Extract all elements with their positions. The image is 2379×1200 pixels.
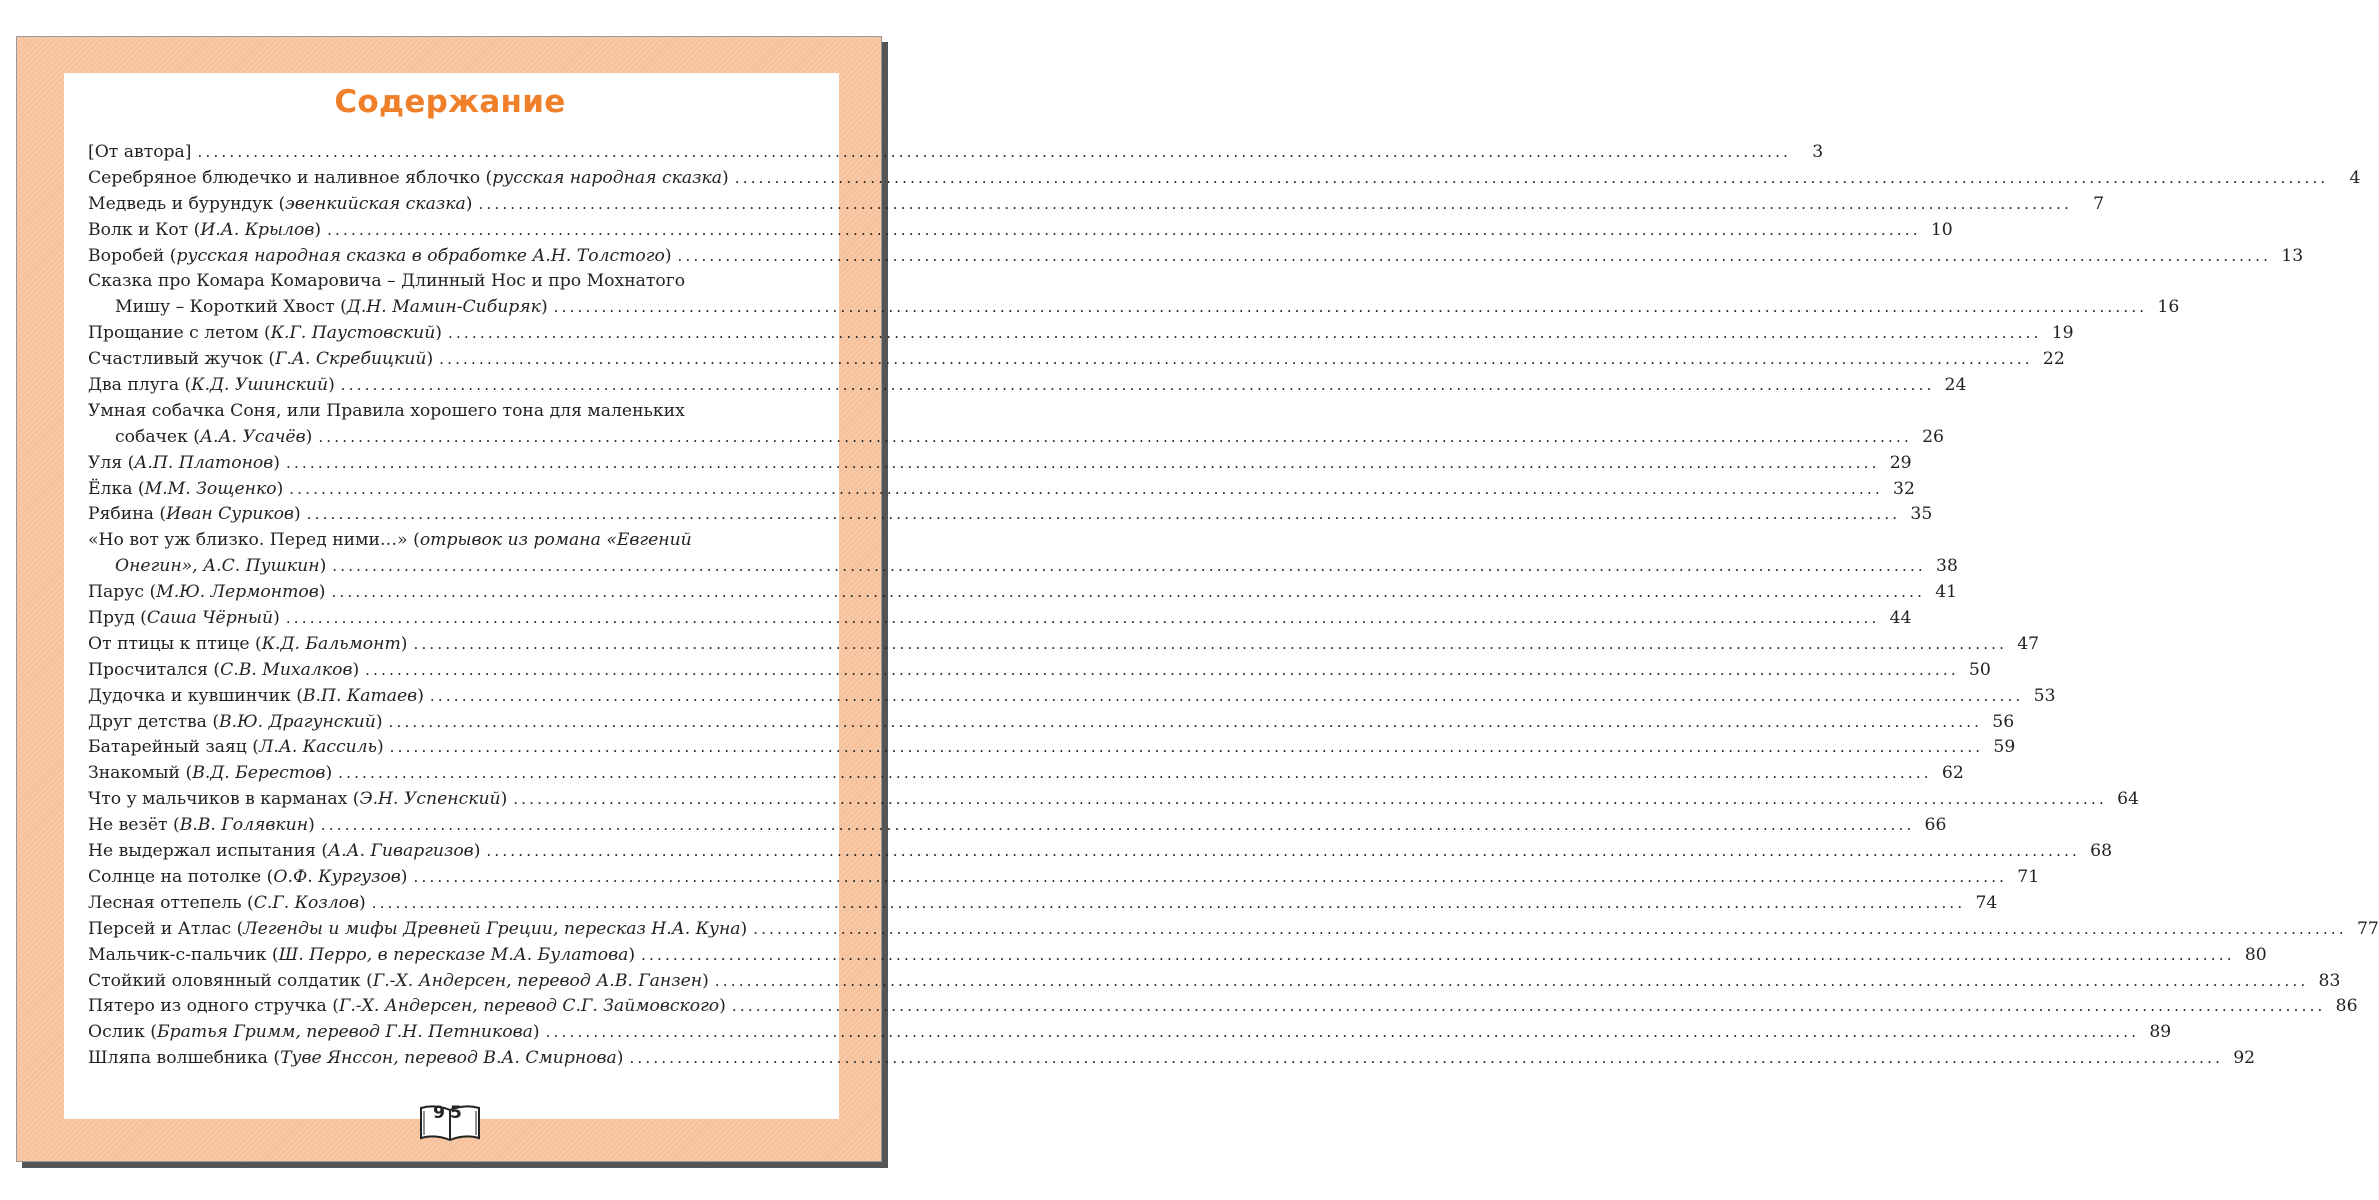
toc-entry-title [88, 917, 747, 943]
toc-title-text: Рябина ( [88, 504, 167, 525]
toc-author-text: Саша Чёрный [146, 608, 274, 629]
toc-title-text: Счастливый жучок ( [88, 349, 276, 370]
toc-page-number: 77 [2357, 918, 2379, 939]
dot-leader: ........................................................................................................................................................................................................ [285, 453, 1880, 472]
toc-author-text: Ш. Перро, в пересказе М.А. Булатова [278, 944, 629, 965]
toc-author-text: О.Ф. Кургузов [273, 866, 401, 887]
toc-title-text: «Но вот уж близко. Перед ними…» ( [88, 530, 420, 551]
toc-title-text: Парус ( [88, 582, 157, 603]
toc-entry-title [88, 451, 280, 477]
toc-entry-title [88, 865, 408, 891]
toc-entry [88, 269, 812, 295]
toc-author-text: отрывок из романа «Евгений [419, 530, 692, 551]
toc-title-text: Сказка про Комара Комаровича – Длинный Нос и про Мохнатого [88, 271, 686, 292]
dot-leader: ........................................................................................................................................................................................................ [734, 168, 2329, 187]
toc-entry-title [88, 684, 424, 710]
toc-entry [88, 528, 812, 554]
toc-closing-paren: ) [473, 841, 481, 862]
toc-title-text: От птицы к птице ( [88, 633, 262, 654]
toc-page-number: 92 [2233, 1048, 2256, 1069]
toc-entry-title [88, 502, 301, 528]
toc-title-text: Не выдержал испытания ( [88, 841, 329, 862]
toc-closing-paren: ) [616, 1048, 624, 1069]
toc-entry [88, 140, 1824, 166]
toc-author-text: В.Д. Берестов [192, 763, 326, 784]
toc-closing-paren: ) [532, 1022, 540, 1043]
toc-page-number: 13 [2281, 245, 2304, 266]
toc-page-number: 32 [1893, 478, 1915, 499]
toc-title-text: Мишу – Короткий Хвост ( [115, 297, 347, 318]
toc-page-number: 4 [2349, 167, 2361, 188]
toc-author-text: Г.-Х. Андерсен, перевод С.Г. Займовского [338, 996, 720, 1017]
dot-leader: ........................................................................................................................................................................................................ [641, 945, 2235, 964]
toc-page-number: 24 [1944, 375, 1967, 396]
dot-leader: ........................................................................................................................................................................................................ [448, 324, 2042, 343]
toc-entry-title [115, 295, 548, 321]
toc-page-number: 38 [1936, 556, 1958, 577]
toc-closing-paren: ) [273, 452, 280, 473]
toc-title-text: Серебряное блюдечко и наливное яблочко ( [88, 167, 493, 188]
toc-author-text: Легенды и мифы Древней Греции, пересказ Н.А. Куна [243, 918, 741, 939]
toc-closing-paren: ) [273, 608, 280, 629]
toc-closing-paren: ) [465, 193, 473, 214]
toc-closing-paren: ) [540, 297, 548, 318]
toc-page-number: 71 [2017, 866, 2040, 887]
toc-page-number: 89 [2149, 1022, 2172, 1043]
toc-title-text: Шляпа волшебника ( [88, 1048, 281, 1069]
toc-page-number: 86 [2335, 996, 2358, 1017]
toc-closing-paren: ) [314, 219, 322, 240]
toc-page-number: 83 [2318, 970, 2341, 991]
toc-entry [88, 787, 2139, 813]
toc-title-text: Воробей ( [88, 245, 177, 266]
toc-entry [88, 580, 1958, 606]
toc-title-text: Волк и Кот ( [88, 219, 201, 240]
toc-entry-title [88, 735, 384, 761]
dot-leader: ........................................................................................................................................................................................................ [285, 609, 1880, 628]
toc-entry [88, 684, 2056, 710]
toc-author-text: И.А. Крылов [200, 219, 315, 240]
toc-author-text: В.В. Голявкин [179, 815, 309, 836]
dot-leader: ........................................................................................................................................................................................................ [331, 583, 1926, 602]
toc-title-text: собачек ( [115, 426, 201, 447]
dot-leader: ........................................................................................................................................................................................................ [553, 298, 2148, 317]
dot-leader: ........................................................................................................................................................................................................ [332, 557, 1926, 576]
toc-closing-paren: ) [664, 245, 672, 266]
toc-entry [88, 244, 2304, 270]
toc-entry-title [88, 658, 359, 684]
toc-entry [88, 761, 1964, 787]
toc-entry-title [88, 943, 635, 969]
toc-entry-title [88, 347, 433, 373]
toc-author-text: А.А. Усачёв [200, 426, 306, 447]
toc-entry [88, 1046, 2256, 1072]
toc-title-text: Пруд ( [88, 608, 147, 629]
toc-closing-paren: ) [500, 789, 508, 810]
toc-page-number: 44 [1889, 608, 1912, 629]
page-title: Содержание [334, 84, 566, 120]
toc-page-number: 29 [1889, 452, 1912, 473]
toc-entry [88, 813, 1947, 839]
toc-page-number: 7 [2093, 193, 2105, 214]
dot-leader: ........................................................................................................................................................................................................ [677, 246, 2272, 265]
toc-closing-paren: ) [628, 944, 636, 965]
toc-entry-title [88, 606, 280, 632]
toc-title-text: Не везёт ( [88, 815, 180, 836]
dot-leader: ........................................................................................................................................................................................................ [413, 634, 2008, 653]
toc-closing-paren: ) [318, 582, 326, 603]
dot-leader: ........................................................................................................................................................................................................ [413, 867, 2008, 886]
toc-entry [88, 192, 2105, 218]
toc-entry [88, 554, 1958, 580]
toc-closing-paren: ) [719, 996, 726, 1017]
toc-title-text: Мальчик-с-пальчик ( [88, 944, 279, 965]
toc-title-text: Батарейный заяц ( [88, 737, 260, 758]
toc-closing-paren: ) [740, 918, 748, 939]
dot-leader: ........................................................................................................................................................................................................ [371, 893, 1966, 912]
dot-leader: ........................................................................................................................................................................................................ [306, 505, 1901, 524]
toc-closing-paren: ) [400, 633, 408, 654]
toc-title-text: Прощание с летом ( [88, 323, 271, 344]
toc-closing-paren: ) [352, 659, 360, 680]
toc-entry [88, 451, 1912, 477]
toc-page-number: 47 [2017, 633, 2040, 654]
toc-author-text: А.А. Гиваргизов [328, 841, 474, 862]
toc-title-text: Два плуга ( [88, 375, 192, 396]
toc-entry [88, 710, 2015, 736]
dot-leader: ........................................................................................................................................................................................................ [338, 764, 1932, 783]
toc-title-text: Ослик ( [88, 1022, 158, 1043]
toc-entry-title [88, 399, 685, 425]
dot-leader: ........................................................................................................................................................................................................ [340, 376, 1935, 395]
toc-title-text: [От автора] [88, 142, 192, 162]
toc-page-number: 19 [2051, 323, 2074, 344]
toc-page-number: 59 [1993, 737, 2016, 758]
toc-author-text: Г.А. Скребицкий [275, 349, 427, 370]
toc-page-number: 35 [1910, 504, 1933, 525]
toc-title-text: Уля ( [88, 452, 135, 473]
toc-entry [88, 994, 2358, 1020]
toc-entry-title [88, 269, 685, 295]
toc-author-text: Д.Н. Мамин-Сибиряк [346, 297, 541, 318]
toc-page-number: 74 [1975, 892, 1998, 913]
toc-entry [88, 295, 2180, 321]
toc-author-text: Онегин», А.С. Пушкин [115, 556, 320, 577]
toc-closing-paren: ) [359, 892, 366, 913]
toc-closing-paren: ) [305, 426, 313, 447]
toc-entry-title [115, 425, 312, 451]
toc-closing-paren: ) [400, 866, 408, 887]
toc-author-text: К.Д. Бальмонт [261, 633, 401, 654]
toc-entry [88, 502, 1933, 528]
dot-leader: ........................................................................................................................................................................................................ [429, 686, 2024, 705]
toc-entry [88, 1020, 2172, 1046]
toc-entry [88, 735, 2016, 761]
toc-entry-title [88, 1020, 540, 1046]
toc-entry-title [88, 710, 383, 736]
toc-title-text: Ёлка ( [88, 478, 145, 499]
toc-entry-title [88, 244, 672, 270]
toc-entry-title [88, 166, 729, 192]
toc-entry-title [88, 761, 332, 787]
toc-title-text: Знакомый ( [88, 763, 193, 784]
toc-author-text: К.Д. Ушинский [191, 375, 329, 396]
toc-title-text: Дудочка и кувшинчик ( [88, 685, 303, 706]
toc-entry [88, 347, 2065, 373]
toc-entry [88, 969, 2341, 995]
table-of-contents [88, 140, 2379, 1072]
toc-title-text: Что у мальчиков в карманах ( [88, 789, 360, 810]
dot-leader: ........................................................................................................................................................................................................ [289, 479, 1883, 498]
toc-entry [88, 917, 2379, 943]
dot-leader: ........................................................................................................................................................................................................ [197, 143, 1792, 161]
toc-author-text: Г.-Х. Андерсен, перевод А.В. Ганзен [372, 970, 703, 991]
toc-title-text: Просчитался ( [88, 659, 221, 680]
dot-leader: ........................................................................................................................................................................................................ [439, 350, 2033, 369]
toc-author-text: Туве Янссон, перевод В.А. Смирнова [280, 1048, 617, 1069]
toc-page-number: 26 [1922, 426, 1944, 447]
toc-page-number: 64 [2117, 789, 2139, 810]
dot-leader: ........................................................................................................................................................................................................ [365, 660, 1959, 679]
toc-entry-title [88, 994, 726, 1020]
toc-author-text: В.П. Катаев [302, 685, 418, 706]
toc-entry [88, 166, 2361, 192]
toc-page-number: 41 [1935, 582, 1958, 603]
dot-leader: ........................................................................................................................................................................................................ [714, 971, 2309, 990]
toc-author-text: Братья Гримм, перевод Г.Н. Петникова [157, 1022, 533, 1043]
toc-title-text: Лесная оттепель ( [88, 892, 254, 913]
toc-closing-paren: ) [722, 167, 729, 188]
toc-closing-paren: ) [435, 323, 442, 344]
toc-author-text: М.М. Зощенко [144, 478, 277, 499]
toc-entry-title [88, 580, 325, 606]
toc-entry-title [88, 787, 507, 813]
dot-leader: ........................................................................................................................................................................................................ [327, 220, 1921, 239]
toc-page-number: 68 [2090, 841, 2113, 862]
toc-entry [88, 477, 1915, 503]
toc-entry-title [88, 140, 192, 166]
page-number: 95 [433, 1103, 467, 1123]
toc-title-text: Стойкий оловянный солдатик ( [88, 970, 373, 991]
toc-entry [88, 425, 1944, 451]
toc-entry-title [88, 1046, 623, 1072]
toc-entry-title [88, 969, 709, 995]
toc-page-number: 53 [2033, 685, 2056, 706]
toc-closing-paren: ) [328, 375, 335, 396]
toc-closing-paren: ) [308, 815, 315, 836]
toc-entry [88, 632, 2040, 658]
toc-entry-title [88, 632, 407, 658]
toc-closing-paren: ) [375, 711, 383, 732]
toc-entry-title [115, 554, 326, 580]
toc-entry [88, 839, 2113, 865]
toc-closing-paren: ) [702, 970, 709, 991]
toc-title-text: Солнце на потолке ( [88, 866, 274, 887]
toc-entry-title [88, 477, 283, 503]
dot-leader: ........................................................................................................................................................................................................ [629, 1049, 2224, 1068]
toc-entry [88, 891, 1998, 917]
toc-entry-title [88, 813, 315, 839]
dot-leader: ........................................................................................................................................................................................................ [753, 919, 2347, 938]
toc-author-text: Л.А. Кассиль [259, 737, 377, 758]
toc-closing-paren: ) [319, 556, 327, 577]
toc-title-text: Умная собачка Соня, или Правила хорошего тона для маленьких [88, 400, 685, 421]
dot-leader: ........................................................................................................................................................................................................ [513, 790, 2107, 809]
toc-author-text: Иван Суриков [166, 504, 294, 525]
toc-author-text: Э.Н. Успенский [359, 789, 501, 810]
toc-page-number: 62 [1941, 763, 1964, 784]
toc-closing-paren: ) [325, 763, 333, 784]
toc-entry [88, 399, 812, 425]
toc-title-text: Пятеро из одного стручка ( [88, 996, 339, 1017]
toc-entry [88, 943, 2267, 969]
toc-page-number: 3 [1812, 142, 1824, 162]
toc-closing-paren: ) [417, 685, 424, 706]
toc-author-text: эвенкийская сказка [285, 193, 466, 214]
toc-page-number: 10 [1930, 219, 1953, 240]
toc-page-number: 66 [1924, 815, 1947, 836]
toc-author-text: В.Ю. Драгунский [219, 711, 376, 732]
toc-entry [88, 218, 1953, 244]
toc-author-text: С.Г. Козлов [253, 892, 360, 913]
toc-title-text: Медведь и бурундук ( [88, 193, 286, 214]
toc-entry-title [88, 528, 692, 554]
toc-entry-title [88, 839, 480, 865]
toc-title-text: Друг детства ( [88, 711, 220, 732]
dot-leader: ........................................................................................................................................................................................................ [388, 712, 1983, 731]
toc-entry [88, 865, 2040, 891]
toc-entry [88, 606, 1912, 632]
toc-closing-paren: ) [293, 504, 301, 525]
dot-leader: ........................................................................................................................................................................................................ [486, 842, 2081, 861]
toc-author-text: А.П. Платонов [134, 452, 274, 473]
toc-closing-paren: ) [376, 737, 384, 758]
toc-entry-title [88, 891, 366, 917]
toc-closing-paren: ) [426, 349, 434, 370]
toc-author-text: русская народная сказка [492, 167, 723, 188]
toc-entry [88, 321, 2074, 347]
toc-title-text: Персей и Атлас ( [88, 918, 244, 939]
toc-entry-title [88, 321, 442, 347]
toc-author-text: К.Г. Паустовский [270, 323, 436, 344]
dot-leader: ........................................................................................................................................................................................................ [389, 738, 1984, 757]
dot-leader: ........................................................................................................................................................................................................ [478, 194, 2073, 213]
dot-leader: ........................................................................................................................................................................................................ [545, 1023, 2140, 1042]
toc-author-text: русская народная сказка в обработке А.Н. Толстого [176, 245, 665, 266]
dot-leader: ........................................................................................................................................................................................................ [731, 997, 2326, 1016]
toc-page-number: 50 [1968, 659, 1991, 680]
toc-author-text: М.Ю. Лермонтов [156, 582, 319, 603]
toc-page-number: 16 [2157, 297, 2180, 318]
toc-closing-paren: ) [276, 478, 284, 499]
toc-author-text: С.В. Михалков [220, 659, 353, 680]
toc-entry-title [88, 192, 472, 218]
toc-page-number: 80 [2244, 944, 2267, 965]
toc-page-number: 56 [1992, 711, 2015, 732]
toc-entry [88, 658, 1991, 684]
toc-entry [88, 373, 1967, 399]
toc-entry-title [88, 373, 335, 399]
dot-leader: ........................................................................................................................................................................................................ [318, 427, 1912, 446]
toc-entry-title [88, 218, 321, 244]
dot-leader: ........................................................................................................................................................................................................ [320, 816, 1915, 835]
toc-page-number: 22 [2042, 349, 2065, 370]
